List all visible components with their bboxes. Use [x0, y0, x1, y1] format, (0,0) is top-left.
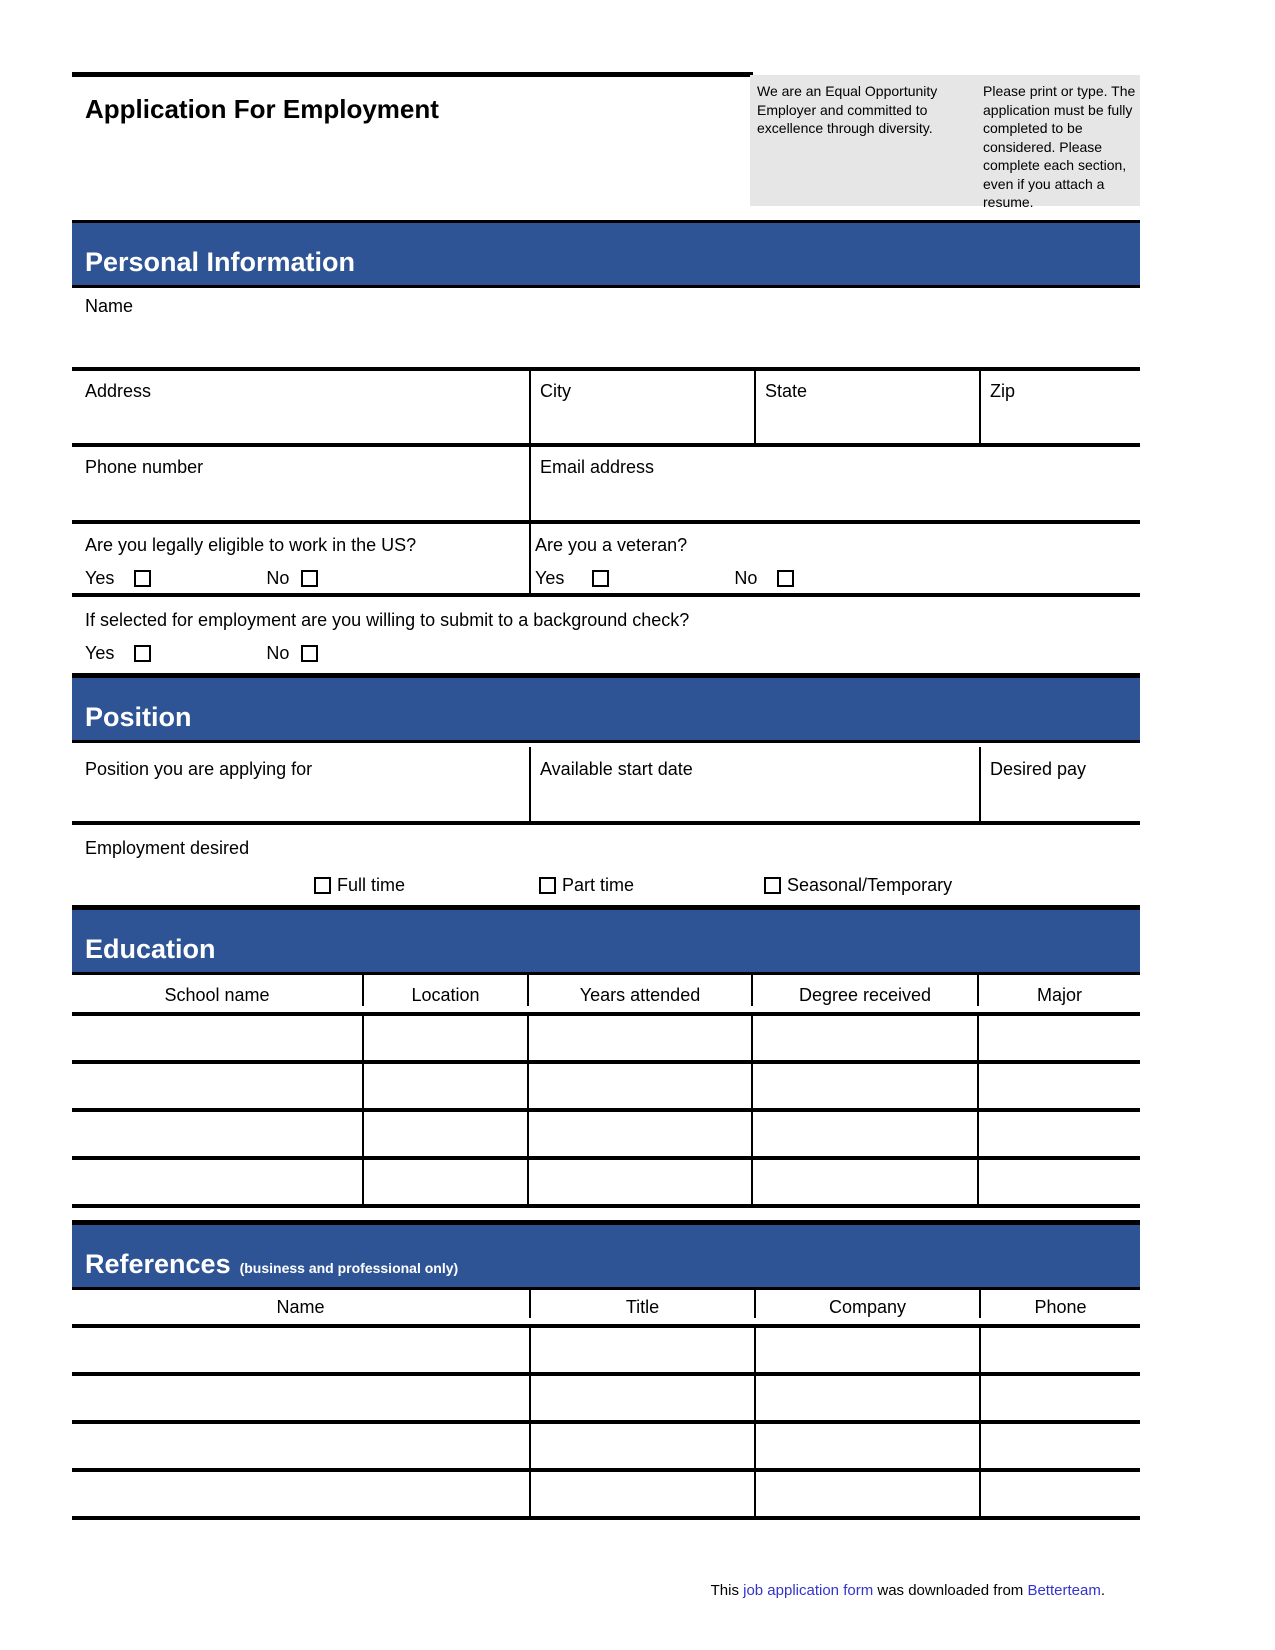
city-field[interactable]: City: [529, 371, 754, 443]
reference-company-cell[interactable]: [754, 1472, 979, 1516]
reference-title-cell[interactable]: [529, 1424, 754, 1468]
reference-name-cell[interactable]: [72, 1328, 529, 1372]
column-header: Company: [754, 1290, 979, 1318]
phone-field[interactable]: Phone number: [85, 457, 204, 477]
page-title: Application For Employment: [85, 94, 439, 124]
seasonal-label: Seasonal/Temporary: [787, 875, 953, 895]
footer-text: This: [710, 1582, 744, 1599]
section-header-references: [72, 1220, 1140, 1290]
eeo-notice: We are an Equal Opportunity Employer and committed to excellence through diversity.: [757, 83, 938, 136]
section-title: Position: [85, 702, 192, 732]
column-header: Degree received: [751, 975, 977, 1006]
references-table: [72, 1290, 1140, 1520]
questions-row: [72, 520, 1140, 597]
background-check-row: [72, 597, 1140, 673]
reference-row: [72, 1472, 1140, 1520]
reference-company-cell[interactable]: [754, 1424, 979, 1468]
footer-text: was downloaded from: [873, 1582, 1028, 1599]
part-time-checkbox[interactable]: [539, 877, 556, 894]
footer-text: .: [1100, 1582, 1105, 1599]
section-title: References: [85, 1249, 231, 1279]
state-field[interactable]: State: [754, 371, 979, 443]
reference-name-cell[interactable]: [72, 1472, 529, 1516]
seasonal-checkbox[interactable]: [764, 877, 781, 894]
full-time-checkbox[interactable]: [314, 877, 331, 894]
reference-name-cell[interactable]: [72, 1424, 529, 1468]
eligible-yes-label: Yes: [85, 568, 115, 588]
degree-received-cell[interactable]: [751, 1016, 977, 1060]
column-header: Major: [977, 975, 1140, 1006]
reference-title-cell[interactable]: [529, 1472, 754, 1516]
section-title: Education: [85, 934, 216, 964]
column-header: Title: [529, 1290, 754, 1318]
column-header: School name: [164, 985, 270, 1005]
job-application-form-link[interactable]: job application form: [743, 1582, 874, 1599]
background-no-checkbox[interactable]: [301, 645, 318, 662]
reference-title-cell[interactable]: [529, 1328, 754, 1372]
background-question: If selected for employment are you willing to submit to a background check?: [85, 610, 690, 630]
employment-option-part-time: [539, 875, 634, 896]
education-header-row: [72, 975, 1140, 1016]
part-time-label: Part time: [562, 875, 635, 895]
position-applying-field[interactable]: Position you are applying for: [85, 759, 313, 779]
education-row: [72, 1064, 1140, 1112]
background-yes-checkbox[interactable]: [134, 645, 151, 662]
contact-row: [72, 443, 1140, 520]
section-header-position: [72, 673, 1140, 743]
column-header: Location: [362, 975, 527, 1006]
address-row: [72, 367, 1140, 443]
location-cell[interactable]: [362, 1064, 527, 1108]
notice-box: [750, 75, 1140, 210]
degree-received-cell[interactable]: [751, 1064, 977, 1108]
reference-row: [72, 1328, 1140, 1376]
start-date-field[interactable]: Available start date: [529, 747, 979, 821]
veteran-yes-label: Yes: [535, 568, 565, 588]
education-row: [72, 1112, 1140, 1160]
background-no-label: No: [266, 643, 290, 663]
reference-phone-cell[interactable]: [979, 1424, 1140, 1468]
section-subtitle: (business and professional only): [239, 1260, 459, 1276]
location-cell[interactable]: [362, 1160, 527, 1204]
reference-phone-cell[interactable]: [979, 1472, 1140, 1516]
reference-row: [72, 1424, 1140, 1472]
veteran-no-checkbox[interactable]: [777, 570, 794, 587]
location-cell[interactable]: [362, 1016, 527, 1060]
background-yes-label: Yes: [85, 643, 115, 663]
education-row: [72, 1160, 1140, 1208]
years-attended-cell[interactable]: [527, 1064, 751, 1108]
email-field[interactable]: Email address: [529, 447, 1140, 520]
eligible-no-label: No: [266, 568, 290, 588]
major-cell[interactable]: [977, 1064, 1140, 1108]
reference-name-cell[interactable]: [72, 1376, 529, 1420]
section-header-education: [72, 905, 1140, 975]
employment-desired-label: Employment desired: [85, 838, 250, 858]
address-field[interactable]: Address: [85, 381, 152, 401]
employment-option-full-time: [314, 875, 405, 896]
zip-field[interactable]: Zip: [979, 371, 1140, 443]
eligible-question-cell: [72, 524, 529, 593]
school-name-cell[interactable]: [72, 1016, 362, 1060]
veteran-yes-checkbox[interactable]: [592, 570, 609, 587]
section-header-personal-information: [72, 220, 1140, 288]
eligible-question: Are you legally eligible to work in the US?: [85, 535, 417, 555]
references-header-row: [72, 1290, 1140, 1328]
years-attended-cell[interactable]: [527, 1160, 751, 1204]
reference-title-cell[interactable]: [529, 1376, 754, 1420]
column-header: Name: [276, 1297, 325, 1317]
major-cell[interactable]: [977, 1160, 1140, 1204]
degree-received-cell[interactable]: [751, 1112, 977, 1156]
section-title: Personal Information: [85, 247, 356, 277]
betterteam-link[interactable]: Betterteam: [1027, 1582, 1101, 1599]
name-label: Name: [85, 296, 134, 316]
position-table: [72, 747, 1140, 825]
school-name-cell[interactable]: [72, 1064, 362, 1108]
education-table: [72, 975, 1140, 1208]
years-attended-cell[interactable]: [527, 1112, 751, 1156]
eligible-no-checkbox[interactable]: [301, 570, 318, 587]
personal-info-table: [72, 367, 1140, 673]
reference-phone-cell[interactable]: [979, 1328, 1140, 1372]
reference-phone-cell[interactable]: [979, 1376, 1140, 1420]
employment-option-seasonal: [764, 875, 952, 896]
school-name-cell[interactable]: [72, 1112, 362, 1156]
top-rule: [72, 72, 753, 77]
major-cell[interactable]: [977, 1112, 1140, 1156]
education-row: [72, 1016, 1140, 1064]
veteran-question: Are you a veteran?: [535, 535, 688, 555]
column-header: Phone: [979, 1290, 1140, 1318]
major-cell[interactable]: [977, 1016, 1140, 1060]
reference-company-cell[interactable]: [754, 1376, 979, 1420]
veteran-question-cell: [529, 524, 1140, 593]
desired-pay-field[interactable]: Desired pay: [979, 747, 1140, 821]
eligible-yes-checkbox[interactable]: [134, 570, 151, 587]
years-attended-cell[interactable]: [527, 1016, 751, 1060]
full-time-label: Full time: [337, 875, 406, 895]
veteran-no-label: No: [734, 568, 758, 588]
print-notice: Please print or type. The application must be fully completed to be considered. Please complete each section, even if you attach a resume.: [983, 83, 1136, 210]
reference-company-cell[interactable]: [754, 1328, 979, 1372]
reference-row: [72, 1376, 1140, 1424]
employment-options: [72, 875, 1140, 899]
school-name-cell[interactable]: [72, 1160, 362, 1204]
footer-attribution: [72, 1582, 1105, 1599]
column-header: Years attended: [527, 975, 751, 1006]
degree-received-cell[interactable]: [751, 1160, 977, 1204]
location-cell[interactable]: [362, 1112, 527, 1156]
